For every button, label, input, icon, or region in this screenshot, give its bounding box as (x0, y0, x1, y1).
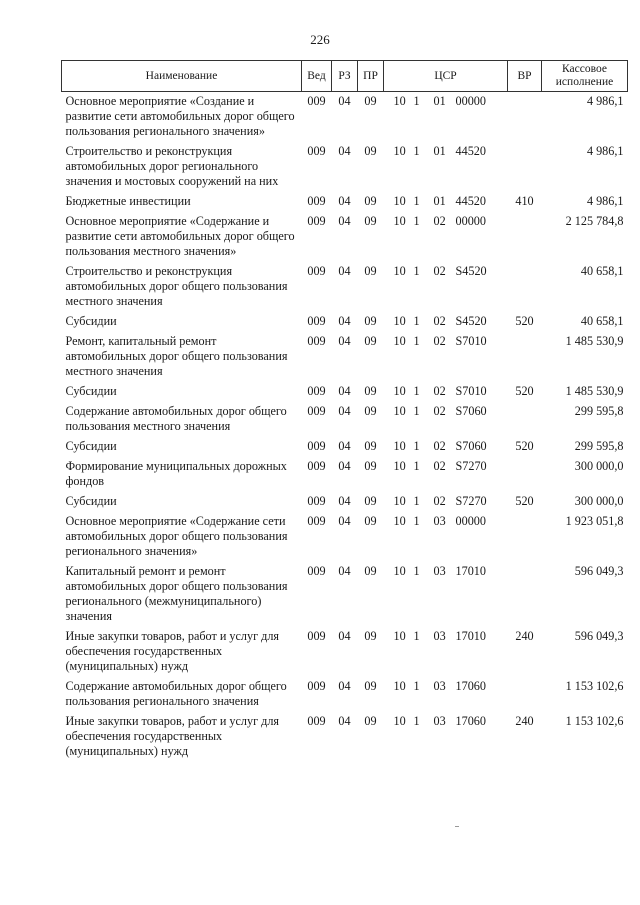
csr-part: 02 (433, 214, 446, 228)
page-number: 226 (310, 32, 330, 47)
csr-part: 1 (413, 404, 420, 418)
row-vr (508, 402, 542, 437)
row-vr: 520 (515, 384, 534, 398)
row-rz: 04 (338, 714, 351, 728)
row-rz: 04 (338, 144, 351, 158)
csr-part: 1 (413, 714, 420, 728)
table-row (62, 332, 628, 382)
row-ved: 009 (307, 564, 326, 578)
row-rz: 04 (338, 459, 351, 473)
row-vr: 520 (515, 439, 534, 453)
row-rz: 04 (338, 334, 351, 348)
row-sum: 596 049,3 (574, 629, 624, 643)
header-ved: Вед (302, 61, 332, 92)
csr-part: 10 (393, 94, 406, 108)
row-name: Капитальный ремонт и ремонт автомобильных дорог общего пользования регионального (межмуниципального) значения (65, 564, 288, 623)
row-vr (508, 562, 542, 627)
row-ved: 009 (307, 439, 326, 453)
csr-part: S7010 (455, 334, 487, 348)
csr-part: 02 (433, 494, 446, 508)
csr-part: 10 (393, 144, 406, 158)
csr-part: 00000 (455, 94, 486, 108)
csr-part: 1 (413, 144, 420, 158)
row-name: Субсидии (65, 439, 117, 453)
row-csr (384, 142, 508, 192)
row-rz: 04 (338, 194, 351, 208)
row-vr: 410 (515, 194, 534, 208)
csr-part: 1 (413, 94, 420, 108)
header-sum: Кассовое исполнение (542, 61, 628, 92)
csr-part: S7060 (455, 439, 487, 453)
row-sum: 4 986,1 (586, 94, 624, 108)
header-csr: ЦСР (384, 61, 508, 92)
row-name: Основное мероприятие «Содержание и развитие сети автомобильных дорог общего пользования местного значения» (65, 214, 295, 258)
csr-part: 03 (433, 714, 446, 728)
row-pr: 09 (364, 94, 377, 108)
row-csr (384, 92, 508, 143)
budget-execution-table (61, 60, 628, 762)
row-csr (384, 382, 508, 402)
row-ved: 009 (307, 214, 326, 228)
row-vr: 240 (515, 714, 534, 728)
row-ved: 009 (307, 714, 326, 728)
row-vr: 520 (515, 314, 534, 328)
row-rz: 04 (338, 94, 351, 108)
csr-part: 1 (413, 439, 420, 453)
row-ved: 009 (307, 494, 326, 508)
row-csr (384, 492, 508, 512)
csr-part: 1 (413, 629, 420, 643)
header-vr: ВР (508, 61, 542, 92)
row-csr (384, 677, 508, 712)
row-pr: 09 (364, 384, 377, 398)
row-name: Содержание автомобильных дорог общего пользования регионального значения (65, 679, 287, 708)
csr-part: 10 (393, 404, 406, 418)
row-ved: 009 (307, 384, 326, 398)
row-pr: 09 (364, 439, 377, 453)
row-ved: 009 (307, 314, 326, 328)
csr-part: S4520 (455, 314, 487, 328)
table-body (62, 92, 628, 763)
row-sum: 1 153 102,6 (565, 714, 624, 728)
table-row (62, 437, 628, 457)
row-pr: 09 (364, 459, 377, 473)
row-sum: 299 595,8 (574, 404, 624, 418)
header-name: Наименование (62, 61, 302, 92)
row-pr: 09 (364, 564, 377, 578)
row-rz: 04 (338, 264, 351, 278)
table-row (62, 382, 628, 402)
row-csr (384, 712, 508, 762)
scan-mark (455, 826, 459, 827)
csr-part: 1 (413, 334, 420, 348)
csr-part: 17010 (455, 564, 486, 578)
row-rz: 04 (338, 679, 351, 693)
header-rz: РЗ (332, 61, 358, 92)
row-name: Основное мероприятие «Содержание сети автомобильных дорог общего пользования регионального значения» (65, 514, 288, 558)
row-sum: 2 125 784,8 (565, 214, 624, 228)
csr-part: 02 (433, 314, 446, 328)
csr-part: S7060 (455, 404, 487, 418)
csr-part: 02 (433, 384, 446, 398)
csr-part: 02 (433, 459, 446, 473)
csr-part: 17060 (455, 679, 486, 693)
row-pr: 09 (364, 314, 377, 328)
csr-part: 10 (393, 564, 406, 578)
row-name: Основное мероприятие «Создание и развитие сети автомобильных дорог общего пользования регионального значения» (65, 94, 295, 138)
header-pr: ПР (358, 61, 384, 92)
row-rz: 04 (338, 314, 351, 328)
csr-part: 01 (433, 94, 446, 108)
row-rz: 04 (338, 629, 351, 643)
csr-part: 10 (393, 629, 406, 643)
row-name: Субсидии (65, 494, 117, 508)
row-name: Субсидии (65, 384, 117, 398)
csr-part: 10 (393, 714, 406, 728)
csr-part: 03 (433, 564, 446, 578)
row-pr: 09 (364, 264, 377, 278)
table-row (62, 212, 628, 262)
row-vr (508, 677, 542, 712)
row-sum: 1 485 530,9 (565, 384, 624, 398)
row-vr (508, 212, 542, 262)
csr-part: 10 (393, 439, 406, 453)
table-row (62, 192, 628, 212)
csr-part: 03 (433, 629, 446, 643)
csr-part: 1 (413, 384, 420, 398)
row-name: Строительство и реконструкция автомобильных дорог общего пользования местного значения (65, 264, 288, 308)
csr-part: S7270 (455, 459, 487, 473)
csr-part: 1 (413, 194, 420, 208)
row-ved: 009 (307, 404, 326, 418)
row-ved: 009 (307, 144, 326, 158)
table-row (62, 457, 628, 492)
csr-part: S7270 (455, 494, 487, 508)
csr-part: 10 (393, 514, 406, 528)
row-rz: 04 (338, 494, 351, 508)
row-csr (384, 192, 508, 212)
csr-part: 02 (433, 264, 446, 278)
row-csr (384, 262, 508, 312)
row-ved: 009 (307, 679, 326, 693)
row-name: Иные закупки товаров, работ и услуг для обеспечения государственных (муниципальных) нужд (65, 714, 280, 758)
row-name: Строительство и реконструкция автомобильных дорог регионального значения и мостовых сооружений на них (65, 144, 279, 188)
row-rz: 04 (338, 384, 351, 398)
row-pr: 09 (364, 214, 377, 228)
csr-part: 02 (433, 404, 446, 418)
csr-part: 17010 (455, 629, 486, 643)
row-vr (508, 457, 542, 492)
row-sum: 300 000,0 (574, 459, 624, 473)
csr-part: 02 (433, 439, 446, 453)
table-row (62, 712, 628, 762)
row-sum: 4 986,1 (586, 144, 624, 158)
row-pr: 09 (364, 334, 377, 348)
row-rz: 04 (338, 214, 351, 228)
row-ved: 009 (307, 334, 326, 348)
row-csr (384, 332, 508, 382)
csr-part: 00000 (455, 514, 486, 528)
row-csr (384, 402, 508, 437)
row-vr (508, 92, 542, 143)
csr-part: 44520 (455, 144, 486, 158)
table-row (62, 142, 628, 192)
row-pr: 09 (364, 679, 377, 693)
csr-part: 17060 (455, 714, 486, 728)
row-vr (508, 262, 542, 312)
row-ved: 009 (307, 459, 326, 473)
csr-part: 1 (413, 679, 420, 693)
row-sum: 299 595,8 (574, 439, 624, 453)
csr-part: 1 (413, 564, 420, 578)
table-row (62, 627, 628, 677)
csr-part: 01 (433, 144, 446, 158)
csr-part: 00000 (455, 214, 486, 228)
csr-part: 02 (433, 334, 446, 348)
row-vr: 520 (515, 494, 534, 508)
row-name: Бюджетные инвестиции (65, 194, 191, 208)
table-row (62, 562, 628, 627)
csr-part: 1 (413, 214, 420, 228)
csr-part: 10 (393, 264, 406, 278)
csr-part: 03 (433, 514, 446, 528)
row-sum: 4 986,1 (586, 194, 624, 208)
csr-part: 10 (393, 679, 406, 693)
row-name: Иные закупки товаров, работ и услуг для обеспечения государственных (муниципальных) нужд (65, 629, 280, 673)
row-rz: 04 (338, 439, 351, 453)
row-name: Ремонт, капитальный ремонт автомобильных дорог общего пользования местного значения (65, 334, 288, 378)
table-row (62, 512, 628, 562)
row-pr: 09 (364, 494, 377, 508)
csr-part: 44520 (455, 194, 486, 208)
row-rz: 04 (338, 564, 351, 578)
table-row (62, 312, 628, 332)
row-name: Субсидии (65, 314, 117, 328)
table-row (62, 677, 628, 712)
row-sum: 1 923 051,8 (565, 514, 624, 528)
csr-part: S4520 (455, 264, 487, 278)
row-pr: 09 (364, 404, 377, 418)
row-pr: 09 (364, 144, 377, 158)
row-sum: 1 485 530,9 (565, 334, 624, 348)
row-ved: 009 (307, 514, 326, 528)
row-pr: 09 (364, 514, 377, 528)
csr-part: 10 (393, 494, 406, 508)
row-name: Формирование муниципальных дорожных фондов (65, 459, 287, 488)
csr-part: 10 (393, 459, 406, 473)
row-ved: 009 (307, 194, 326, 208)
row-ved: 009 (307, 94, 326, 108)
csr-part: 10 (393, 334, 406, 348)
csr-part: S7010 (455, 384, 487, 398)
row-pr: 09 (364, 194, 377, 208)
table-row (62, 92, 628, 143)
row-csr (384, 562, 508, 627)
row-sum: 40 658,1 (580, 314, 624, 328)
csr-part: 1 (413, 494, 420, 508)
row-csr (384, 457, 508, 492)
csr-part: 10 (393, 384, 406, 398)
csr-part: 1 (413, 459, 420, 473)
row-csr (384, 437, 508, 457)
table-row (62, 402, 628, 437)
row-csr (384, 512, 508, 562)
table-row (62, 492, 628, 512)
csr-part: 1 (413, 264, 420, 278)
csr-part: 10 (393, 194, 406, 208)
row-csr (384, 312, 508, 332)
row-vr (508, 512, 542, 562)
row-rz: 04 (338, 404, 351, 418)
row-vr: 240 (515, 629, 534, 643)
row-name: Содержание автомобильных дорог общего пользования местного значения (65, 404, 287, 433)
csr-part: 10 (393, 214, 406, 228)
row-pr: 09 (364, 629, 377, 643)
row-sum: 596 049,3 (574, 564, 624, 578)
row-ved: 009 (307, 264, 326, 278)
row-sum: 40 658,1 (580, 264, 624, 278)
row-ved: 009 (307, 629, 326, 643)
csr-part: 1 (413, 514, 420, 528)
row-csr (384, 212, 508, 262)
row-rz: 04 (338, 514, 351, 528)
row-sum: 300 000,0 (574, 494, 624, 508)
row-sum: 1 153 102,6 (565, 679, 624, 693)
csr-part: 01 (433, 194, 446, 208)
csr-part: 03 (433, 679, 446, 693)
row-pr: 09 (364, 714, 377, 728)
table-row (62, 262, 628, 312)
row-vr (508, 142, 542, 192)
csr-part: 10 (393, 314, 406, 328)
csr-part: 1 (413, 314, 420, 328)
row-vr (508, 332, 542, 382)
row-csr (384, 627, 508, 677)
table-header (62, 61, 628, 92)
